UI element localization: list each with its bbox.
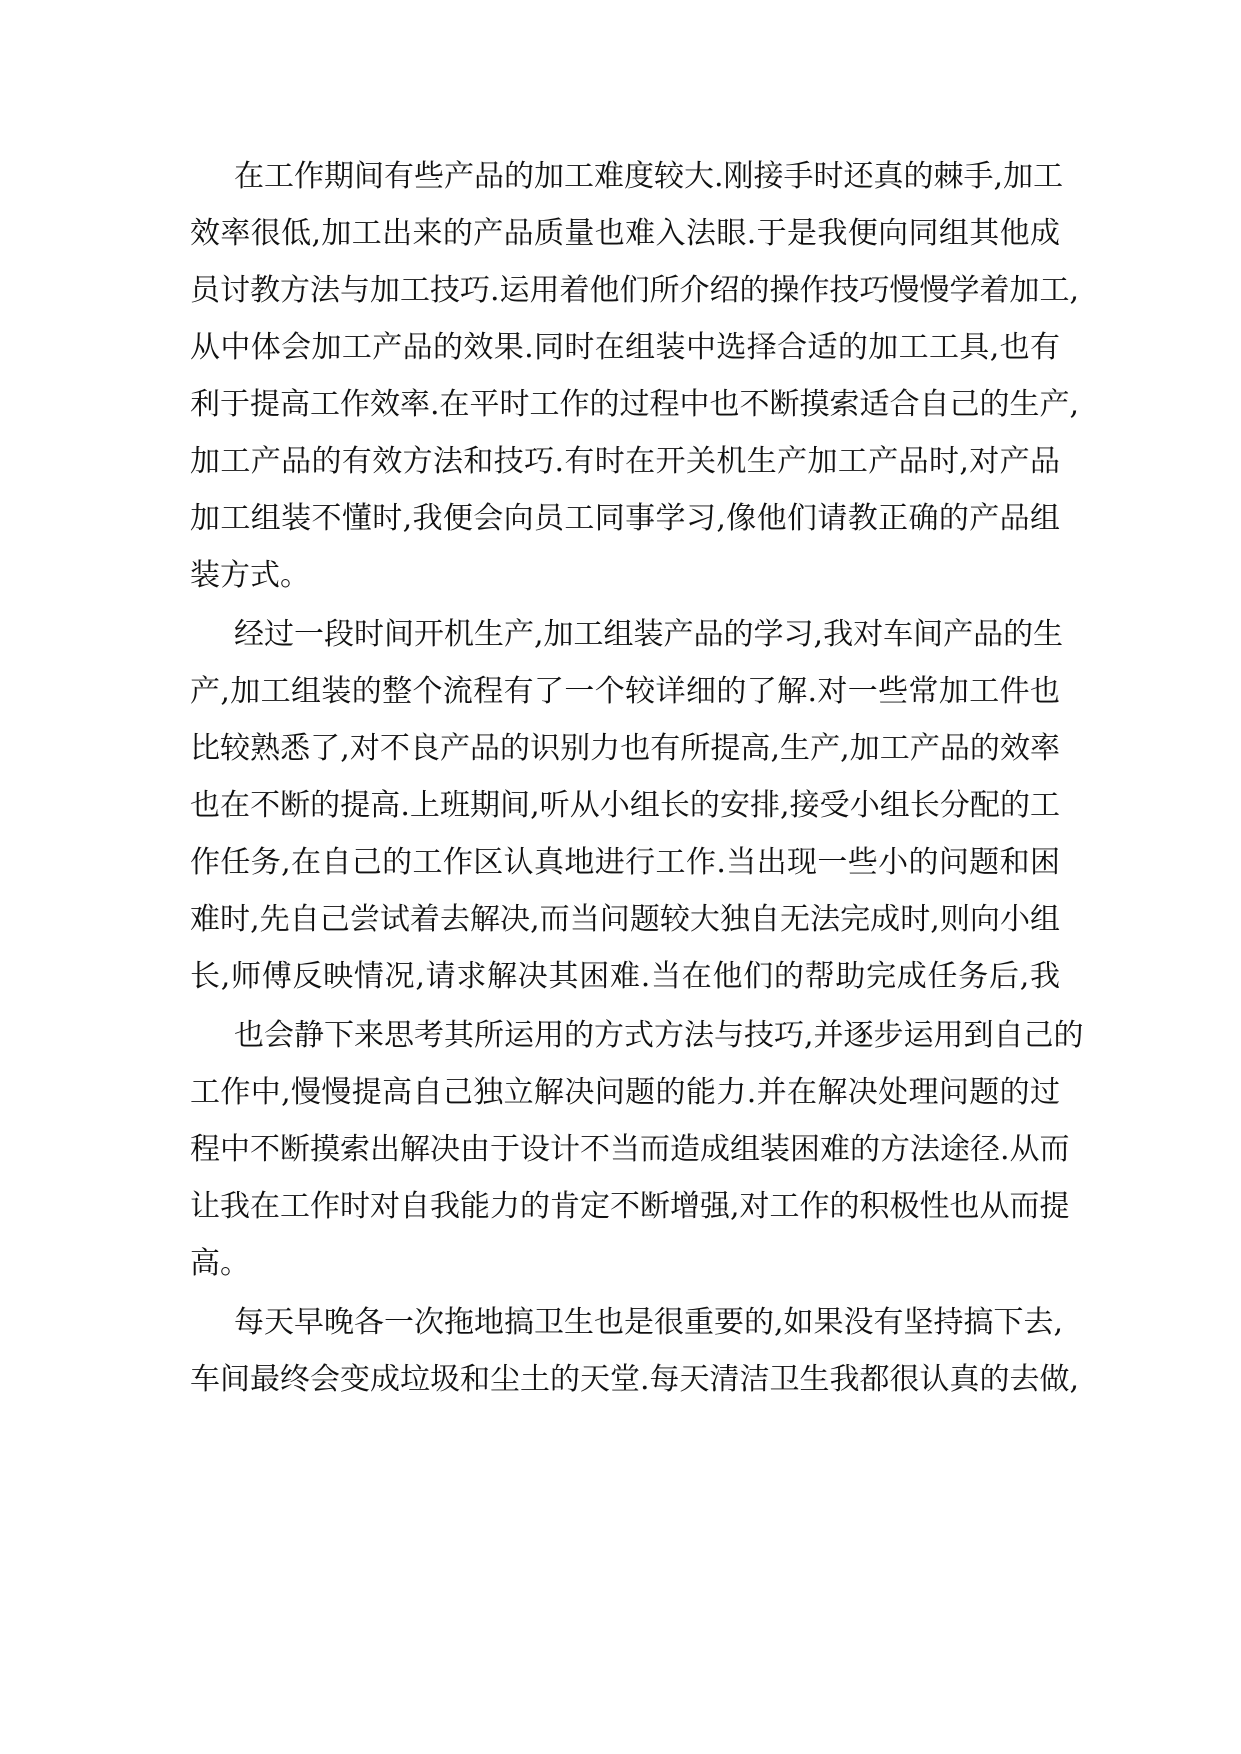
paragraph-2-line-1: 经过一段时间开机生产,加工组装产品的学习,我对车间产品的生 (234, 617, 1064, 652)
paragraph-1-line-4: 从中体会加工产品的效果.同时在组装中选择合适的加工工具,也有 (190, 330, 1060, 365)
paragraph-2-line-6: 难时,先自己尝试着去解决,而当问题较大独自无法完成时,则向小组 (190, 902, 1060, 937)
paragraph-1-line-2: 效率很低,加工出来的产品质量也难入法眼.于是我便向同组其他成 (190, 216, 1060, 251)
paragraph-3-line-2: 工作中,慢慢提高自己独立解决问题的能力.并在解决处理问题的过 (190, 1075, 1060, 1110)
paragraph-4-line-2: 车间最终会变成垃圾和尘土的天堂.每天清洁卫生我都很认真的去做, (190, 1362, 1080, 1397)
paragraph-1-line-7: 加工组装不懂时,我便会向员工同事学习,像他们请教正确的产品组 (190, 501, 1060, 536)
paragraph-2-line-3: 比较熟悉了,对不良产品的识别力也有所提高,生产,加工产品的效率 (190, 731, 1060, 766)
paragraph-2-line-7: 长,师傅反映情况,请求解决其困难.当在他们的帮助完成任务后,我 (190, 959, 1060, 994)
paragraph-2-line-5: 作任务,在自己的工作区认真地进行工作.当出现一些小的问题和困 (190, 845, 1060, 880)
paragraph-3-line-4: 让我在工作时对自我能力的肯定不断增强,对工作的积极性也从而提 (190, 1189, 1070, 1224)
paragraph-3-line-5: 高。 (190, 1246, 250, 1281)
paragraph-2-line-4: 也在不断的提高.上班期间,听从小组长的安排,接受小组长分配的工 (190, 788, 1060, 823)
paragraph-1-line-5: 利于提高工作效率.在平时工作的过程中也不断摸索适合自己的生产, (190, 387, 1080, 422)
paragraph-1-line-6: 加工产品的有效方法和技巧.有时在开关机生产加工产品时,对产品 (190, 444, 1060, 479)
paragraph-3-line-3: 程中不断摸索出解决由于设计不当而造成组装困难的方法途径.从而 (190, 1132, 1070, 1167)
paragraph-4-line-1: 每天早晚各一次拖地搞卫生也是很重要的,如果没有坚持搞下去, (234, 1305, 1064, 1340)
paragraph-2-line-2: 产,加工组装的整个流程有了一个较详细的了解.对一些常加工件也 (190, 674, 1060, 709)
paragraph-1-line-1: 在工作期间有些产品的加工难度较大.刚接手时还真的棘手,加工 (234, 159, 1064, 194)
paragraph-1-line-3: 员讨教方法与加工技巧.运用着他们所介绍的操作技巧慢慢学着加工, (190, 273, 1080, 308)
paragraph-1-line-8: 装方式。 (190, 558, 310, 593)
paragraph-3-line-1: 也会静下来思考其所运用的方式方法与技巧,并逐步运用到自己的 (234, 1018, 1084, 1053)
